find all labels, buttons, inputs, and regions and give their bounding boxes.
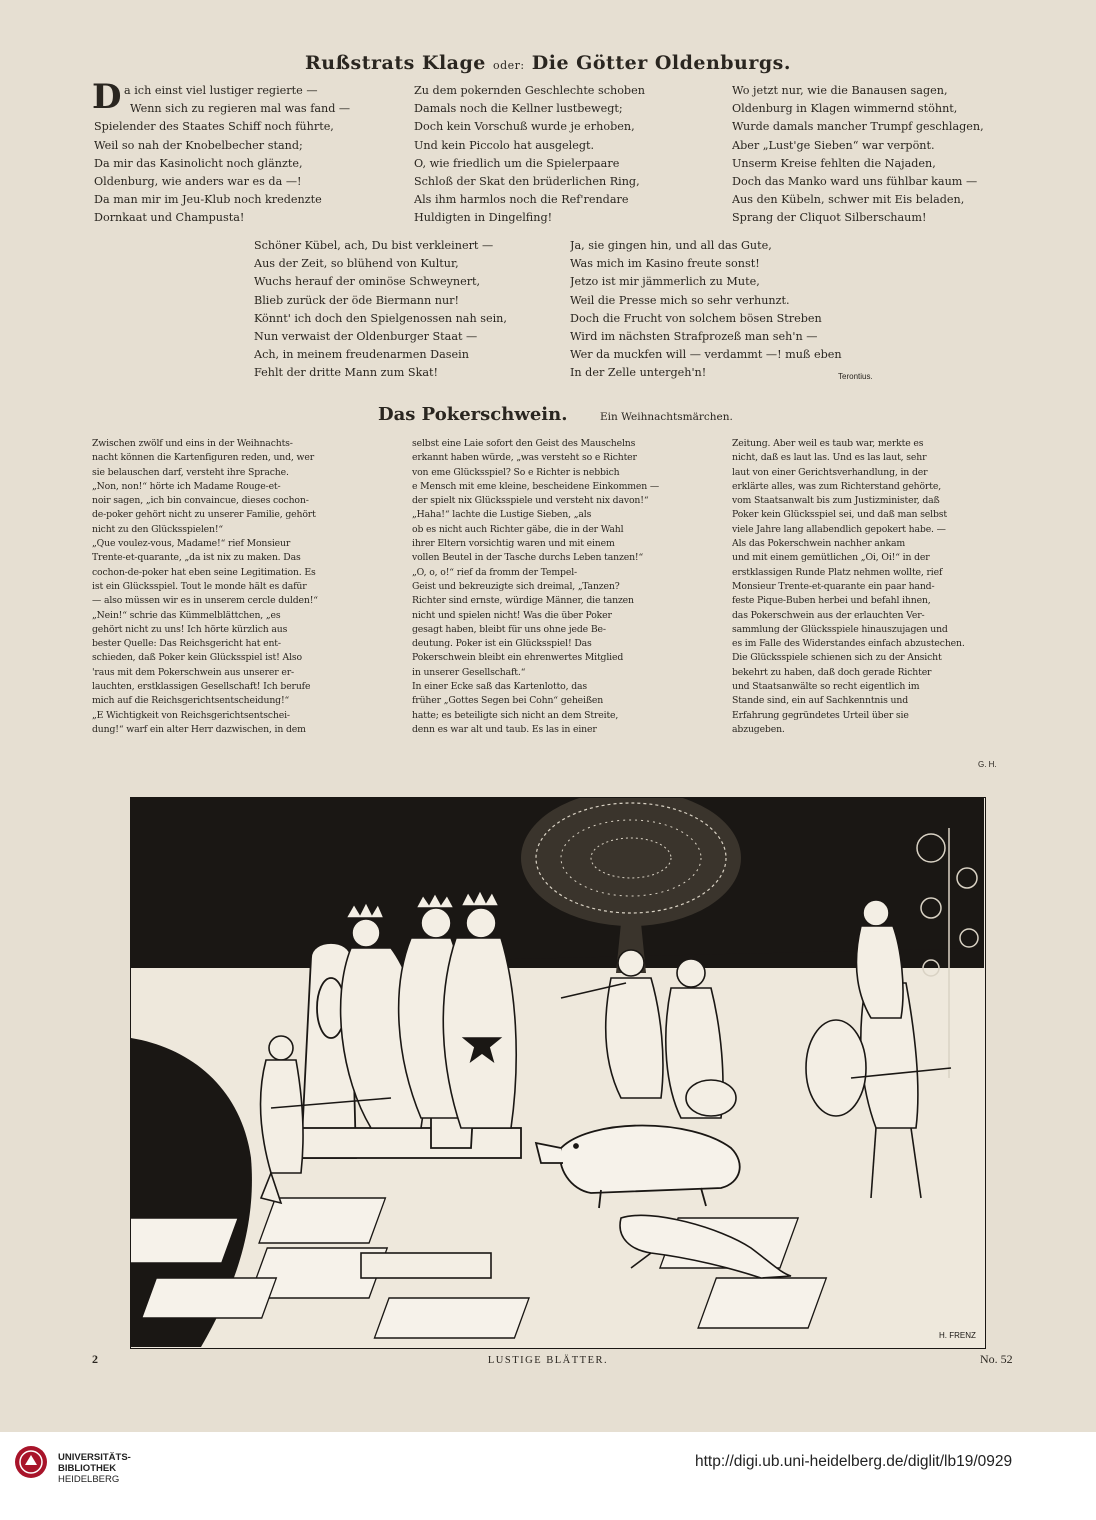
library-name-line: HEIDELBERG [58, 1474, 120, 1485]
story-line: ihrer Eltern vorsichtig waren und mit einem [412, 538, 615, 550]
poem-line: Wer da muckfen will — verdammt —! muß eben [570, 348, 842, 362]
poem-line: Nun verwaist der Oldenburger Staat — [254, 329, 478, 343]
card-stack [361, 1253, 491, 1278]
poem-line: Weil die Presse mich so sehr verhunzt. [570, 293, 790, 307]
story-column-2 [412, 437, 659, 737]
story-line: Zeitung. Aber weil es taub war, merkte es [732, 438, 924, 449]
story-line: — also müssen wir es in unserem cercle dulden!“ [92, 595, 318, 607]
story-line: Stande sind, ein auf Sachkenntnis und [732, 695, 908, 707]
poem-line: Als ihm harmlos noch die Ref'rendare [414, 193, 629, 207]
story-line: Trente-et-quarante, „da ist nix zu maken. Das [92, 552, 301, 564]
poem-line: Jetzo ist mir jämmerlich zu Mute, [570, 275, 760, 289]
library-name-line: UNIVERSITÄTS- [58, 1452, 131, 1463]
story-line: nicht zu den Glücksspielen!“ [92, 523, 224, 535]
story-line: erklärte alles, was zum Richterstand gehörte, [732, 480, 942, 492]
story-line: Monsieur Trente-et-quarante ein paar hand- [732, 580, 935, 592]
story-signature: G. H. [978, 760, 997, 769]
story-line: abzugeben. [732, 723, 785, 735]
story-line: Die Glücksspiele schienen sich zu der Ansicht [732, 652, 942, 664]
artist-signature: H. FRENZ [939, 1331, 976, 1340]
story-subtitle: Ein Weihnachtsmärchen. [600, 411, 733, 423]
story-line: „Non, non!“ hörte ich Madame Rouge-et- [92, 480, 281, 492]
poem-line: Wo jetzt nur, wie die Banausen sagen, [732, 84, 948, 97]
story-line: Poker kein Glücksspiel sei, und daß man selbst [732, 509, 947, 521]
page-number: 2 [92, 1352, 98, 1366]
poem-line: Doch das Manko ward uns fühlbar kaum — [732, 174, 978, 188]
story-line: nicht, daß es laut las. Und es las laut, sehr [732, 452, 927, 464]
poem-line: Dornkaat und Champusta! [94, 211, 245, 225]
story-line: sammlung der Glücksspiele hinauszujagen und [732, 623, 948, 635]
story-line: „Que voulez-vous, Madame!“ rief Monsieur [92, 538, 291, 550]
story-line: gesagt haben, bleibt für uns ohne jede Be- [412, 623, 606, 635]
permalink-url[interactable]: http://digi.ub.uni-heidelberg.de/diglit/lb19/0929 [695, 1453, 1013, 1470]
poem-line: O, wie friedlich um die Spielerpaare [414, 156, 620, 170]
story-line: denn es war alt und taub. Es las in einer [412, 723, 597, 735]
poem-line: Was mich im Kasino freute sonst! [570, 257, 760, 271]
poem-column-5 [570, 237, 842, 383]
card-royals [341, 890, 517, 1128]
poem-line: Oldenburg, wie anders war es da —! [94, 174, 302, 188]
story-line: Erfahrung gegründetes Urteil über sie [732, 709, 909, 721]
story-line: bester Quelle: Das Reichsgericht hat ent- [92, 638, 281, 650]
poem-line: Zu dem pokernden Geschlechte schoben [414, 84, 645, 97]
poem-line: Damals noch die Kellner lustbewegt; [414, 102, 623, 116]
poem-line: Und kein Piccolo hat ausgelegt. [414, 138, 595, 152]
poem-line: Unserm Kreise fehlten die Najaden, [732, 156, 936, 170]
poem-line: Könnt' ich doch den Spielgenossen nah sein, [254, 311, 507, 325]
poem-line: Weil so nah der Knobelbecher stand; [94, 138, 303, 152]
poem-line: Ja, sie gingen hin, und all das Gute, [570, 239, 772, 252]
poem-column-3 [732, 82, 984, 228]
story-line: Zwischen zwölf und eins in der Weihnachts- [92, 438, 293, 449]
poem-line: Wird im nächsten Strafprozeß man seh'n — [570, 329, 818, 343]
story-line: e Mensch mit eme kleine, bescheidene Einkommen — [412, 480, 660, 492]
poem-line: Aus der Zeit, so blühend von Kultur, [254, 257, 459, 271]
issue-number: No. 52 [980, 1352, 1013, 1366]
story-line: hatte; es beteiligte sich nicht an dem Streite, [412, 709, 619, 721]
story-line: de-poker gehört nicht zu unserer Familie, gehört [92, 509, 316, 521]
poem-line: Schöner Kübel, ach, Du bist verkleinert — [254, 239, 494, 252]
story-line: nicht und spielen nicht! Was die über Poker [412, 609, 612, 621]
poem-line: Doch die Frucht von solchem bösen Streben [570, 311, 822, 325]
story-line: deutung. Poker ist ein Glücksspiel! Das [412, 638, 592, 650]
poem-author: Terontius. [838, 372, 873, 381]
story-line: dung!“ warf ein alter Herr dazwischen, in dem [92, 723, 306, 735]
story-line: erkannt haben würde, „was versteht so e Richter [412, 452, 637, 464]
story-line: Pokerschwein bleibt ein ehrenwertes Mitglied [412, 652, 624, 664]
story-line: „Nein!“ schrie das Kümmelblättchen, „es [92, 609, 281, 621]
story-line: „Haha!“ lachte die Lustige Sieben, „als [412, 509, 592, 521]
poem-line: Da mir das Kasinolicht noch glänzte, [94, 156, 303, 170]
poem-line: Sprang der Cliquot Silberschaum! [732, 211, 927, 225]
poem-line: Aus den Kübeln, schwer mit Eis beladen, [732, 193, 965, 207]
story-line: und mit einem gemütlichen „Oi, Oi!“ in der [732, 552, 930, 564]
story-line: vom Staatsanwalt bis zum Justizminister, daß [732, 495, 940, 507]
story-line: ist ein Glücksspiel. Tout le monde hält es dafür [92, 580, 307, 592]
story-line: vollen Beutel in der Tasche durchs Leben tanzen!“ [412, 552, 644, 564]
story-column-1 [92, 437, 318, 737]
poem-title-main: Rußstrats Klage [305, 52, 486, 74]
story-line: gehört nicht zu uns! Ich hörte kürzlich aus [92, 623, 288, 635]
story-line: der spielt nix Glücksspiele und versteht nix davon!“ [412, 495, 649, 507]
story-line: sie belauschen darf, versteht ihre Sprache. [92, 466, 289, 478]
story-line: und Staatsanwälte so recht eigentlich im [732, 681, 920, 693]
poem-drop-initial: D [92, 77, 122, 117]
poem-line: Wurde damals mancher Trumpf geschlagen, [732, 120, 984, 134]
poem-line: a ich einst viel lustiger regierte — [124, 84, 318, 97]
story-line: nacht können die Kartenfiguren reden, und, wer [92, 452, 314, 464]
story-line: Richter sind ernste, würdige Männer, die tanzen [412, 595, 634, 607]
library-name [58, 1452, 131, 1485]
magazine-name: LUSTIGE BLÄTTER. [487, 1355, 609, 1366]
story-title: Das Pokerschwein. [378, 404, 568, 425]
story-line: In einer Ecke saß das Kartenlotto, das [412, 681, 588, 693]
story-line: erstklassigen Runde Platz nehmen wollte, rief [732, 566, 943, 578]
story-line: noir sagen, „ich bin convaincue, dieses cochon- [92, 495, 309, 507]
poem-line: Blieb zurück der öde Biermann nur! [254, 293, 459, 307]
story-line: es im Falle des Widerstandes einfach abzustechen. [732, 638, 965, 650]
story-column-3 [732, 437, 965, 737]
poem-line: Aber „Lust'ge Sieben“ war verpönt. [732, 138, 935, 152]
poem-line: In der Zelle untergeh'n! [570, 366, 707, 380]
poem-line: Huldigten in Dingelfing! [414, 211, 553, 225]
poem-title-connector: oder: [492, 59, 525, 72]
poem-line: Wenn sich zu regieren mal was fand — [130, 102, 351, 116]
story-line: Als das Pokerschwein nachher ankam [732, 538, 906, 550]
library-name-line: BIBLIOTHEK [58, 1463, 117, 1474]
illustration-drawing [131, 798, 984, 1347]
story-line: von eme Glücksspiel? So e Richter is nebbich [412, 466, 620, 478]
story-line: viele Jahre lang allabendlich gepokert habe. — [732, 523, 946, 535]
poem-line: Schloß der Skat den brüderlichen Ring, [414, 174, 640, 188]
poem-line: Oldenburg in Klagen wimmernd stöhnt, [732, 102, 958, 116]
poem-column-4 [254, 237, 507, 383]
story-line: „O, o, o!“ rief da fromm der Tempel- [412, 566, 578, 578]
poem-line: Doch kein Vorschuß wurde je erhoben, [414, 120, 635, 134]
story-line: „E Wichtigkeit von Reichsgerichtsentschei- [92, 709, 290, 721]
story-line: das Pokerschwein aus der erlauchten Ver- [732, 609, 925, 621]
library-logo-icon [14, 1445, 48, 1479]
story-line: cochon-de-poker hat eben seine Legitimation. Es [92, 566, 316, 578]
story-line: bekehrt zu haben, daß doch gerade Richter [732, 666, 932, 678]
poem-line: Fehlt der dritte Mann zum Skat! [254, 366, 439, 380]
story-line: selbst eine Laie sofort den Geist des Mauschelns [412, 438, 636, 449]
story-line: schieden, daß Poker kein Glücksspiel ist! Also [92, 652, 302, 664]
poem-title [0, 52, 1096, 74]
story-line: früher „Gottes Segen bei Cohn“ geheißen [412, 695, 604, 707]
poem-line: Wuchs herauf der ominöse Schweynert, [254, 275, 481, 289]
story-line: Geist und bekreuzigte sich dreimal, „Tanzen? [412, 580, 620, 592]
story-line: 'raus mit dem Pokerschwein aus unserer er- [92, 666, 294, 678]
poem-column-1 [94, 82, 351, 228]
story-line: in unserer Gesellschaft.“ [412, 666, 526, 678]
poem-line: Da man mir im Jeu-Klub noch kredenzte [94, 193, 322, 207]
poem-title-subtitle: Die Götter Oldenburgs. [531, 52, 791, 74]
poem-line: Spielender des Staates Schiff noch führte, [94, 120, 334, 134]
illustration [130, 797, 986, 1349]
story-line: ob es nicht auch Richter gäbe, die in der Wahl [412, 523, 624, 535]
poem-column-2 [414, 82, 645, 228]
story-line: feste Pique-Buben herbei und befahl ihnen, [732, 595, 931, 607]
story-line: lauchten, erstklassigen Gesellschaft! Ich berufe [92, 681, 311, 693]
library-bar [0, 1432, 1096, 1520]
poem-line: Ach, in meinem freudenarmen Dasein [254, 348, 469, 362]
story-line: mich auf die Reichsgerichtsentscheidung!“ [92, 695, 290, 707]
story-line: laut von einer Gerichtsverhandlung, in der [732, 466, 928, 478]
